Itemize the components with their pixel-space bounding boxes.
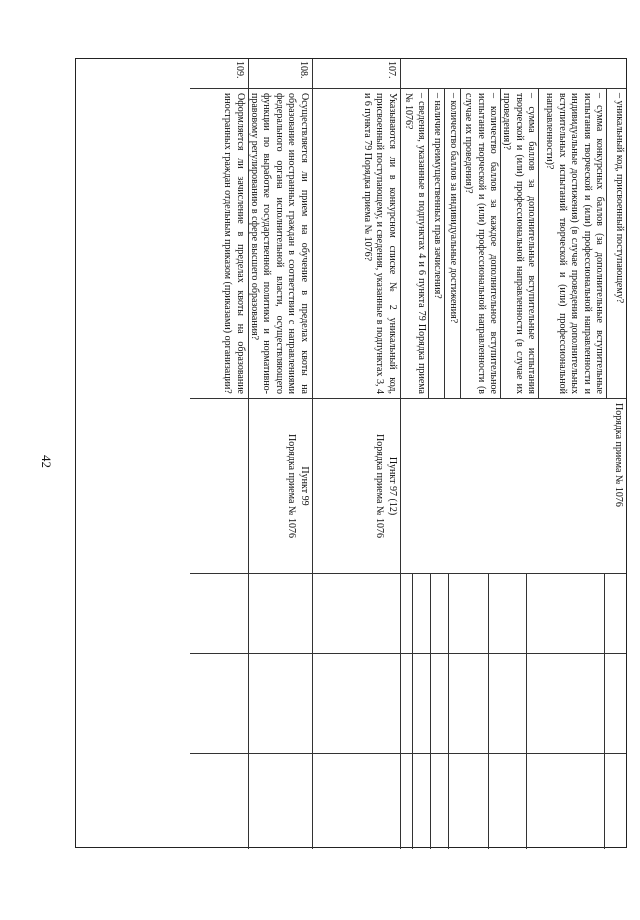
row-number: 109. (190, 59, 248, 89)
answer-cell-no[interactable] (400, 654, 626, 754)
answer-cell-no[interactable] (248, 654, 312, 754)
answer-cell-yes[interactable] (312, 574, 400, 654)
sub-question-list (400, 89, 626, 399)
page-number: 42 (39, 455, 54, 468)
answer-cell-yes[interactable] (400, 574, 626, 654)
sub-question: – количество баллов за индивидуальные достижения? (444, 89, 460, 398)
rotated-page (75, 58, 627, 848)
reference-line: Порядка приема № 1076 (374, 434, 386, 538)
answer-cell-yes[interactable] (248, 574, 312, 654)
reference-cell (190, 399, 248, 574)
sub-question: – сумма баллов за дополнительные вступительные испытания творческой и (или) профессиональной направленности (в случае их проведения)? (500, 89, 538, 398)
answer-cell-comment[interactable] (190, 754, 248, 849)
sub-question: – сведения, указанные в подпунктах 4 и 6 пункта 79 Порядка приема № 1076? (403, 93, 427, 394)
row-number-cell (400, 59, 626, 89)
row-number: 107. (312, 59, 400, 89)
reference-cell (248, 399, 312, 574)
answer-cell-comment[interactable] (312, 754, 400, 849)
answer-cell-no[interactable] (312, 654, 400, 754)
answer-cell-comment[interactable] (400, 754, 626, 849)
reference-cell: Порядка приема № 1076 (400, 399, 626, 574)
answer-cell-comment[interactable] (248, 754, 312, 849)
row-number: 108. (248, 59, 312, 89)
reference-cell (312, 399, 400, 574)
sub-question: – наличие преимущественных прав зачисления? (428, 89, 444, 398)
question-text: Указываются ли в конкурсном списке № 2 уникальный код, присвоенный поступающему, и сведения, указанные в подпунктах 3, 4 и 6 пункта 79 Порядка приема № 1076? (312, 89, 400, 399)
sub-question: – уникальный код, присвоенный поступающему? (606, 89, 626, 398)
sub-question: – сумма конкурсных баллов (за дополнительные вступительные испытания творческой и (или) профессиональной направленности и индивидуальные достижения) (в случае проведения дополнительных вступительных испытаний творческой и (или) профессиональной направленности)? (538, 89, 606, 398)
question-text: Осуществляется ли прием на обучение в пределах квоты на образование иностранных граждан в соответствии с направлениями федерального органа исполнительной власти, осуществляющего функции по выработке государственной политики и нормативно-правовому регулированию в сфере высшего образования? (248, 89, 312, 399)
answer-cell-no[interactable] (190, 654, 248, 754)
reference-line: Пункт 99 (299, 466, 310, 506)
reference-line: Порядка приема № 1076 (286, 434, 298, 538)
sub-question: – количество баллов за каждое дополнительное вступительное испытание творческой и (или) профессиональной направленности (в случае их проведения)? (460, 89, 500, 398)
checklist-table (75, 58, 627, 848)
answer-cell-yes[interactable] (190, 574, 248, 654)
reference-line: Пункт 97 (12) (387, 456, 398, 516)
question-text: Оформляется ли зачисление в пределах квоты на образование иностранных граждан отдельным приказом (приказами) организации? (190, 89, 248, 399)
